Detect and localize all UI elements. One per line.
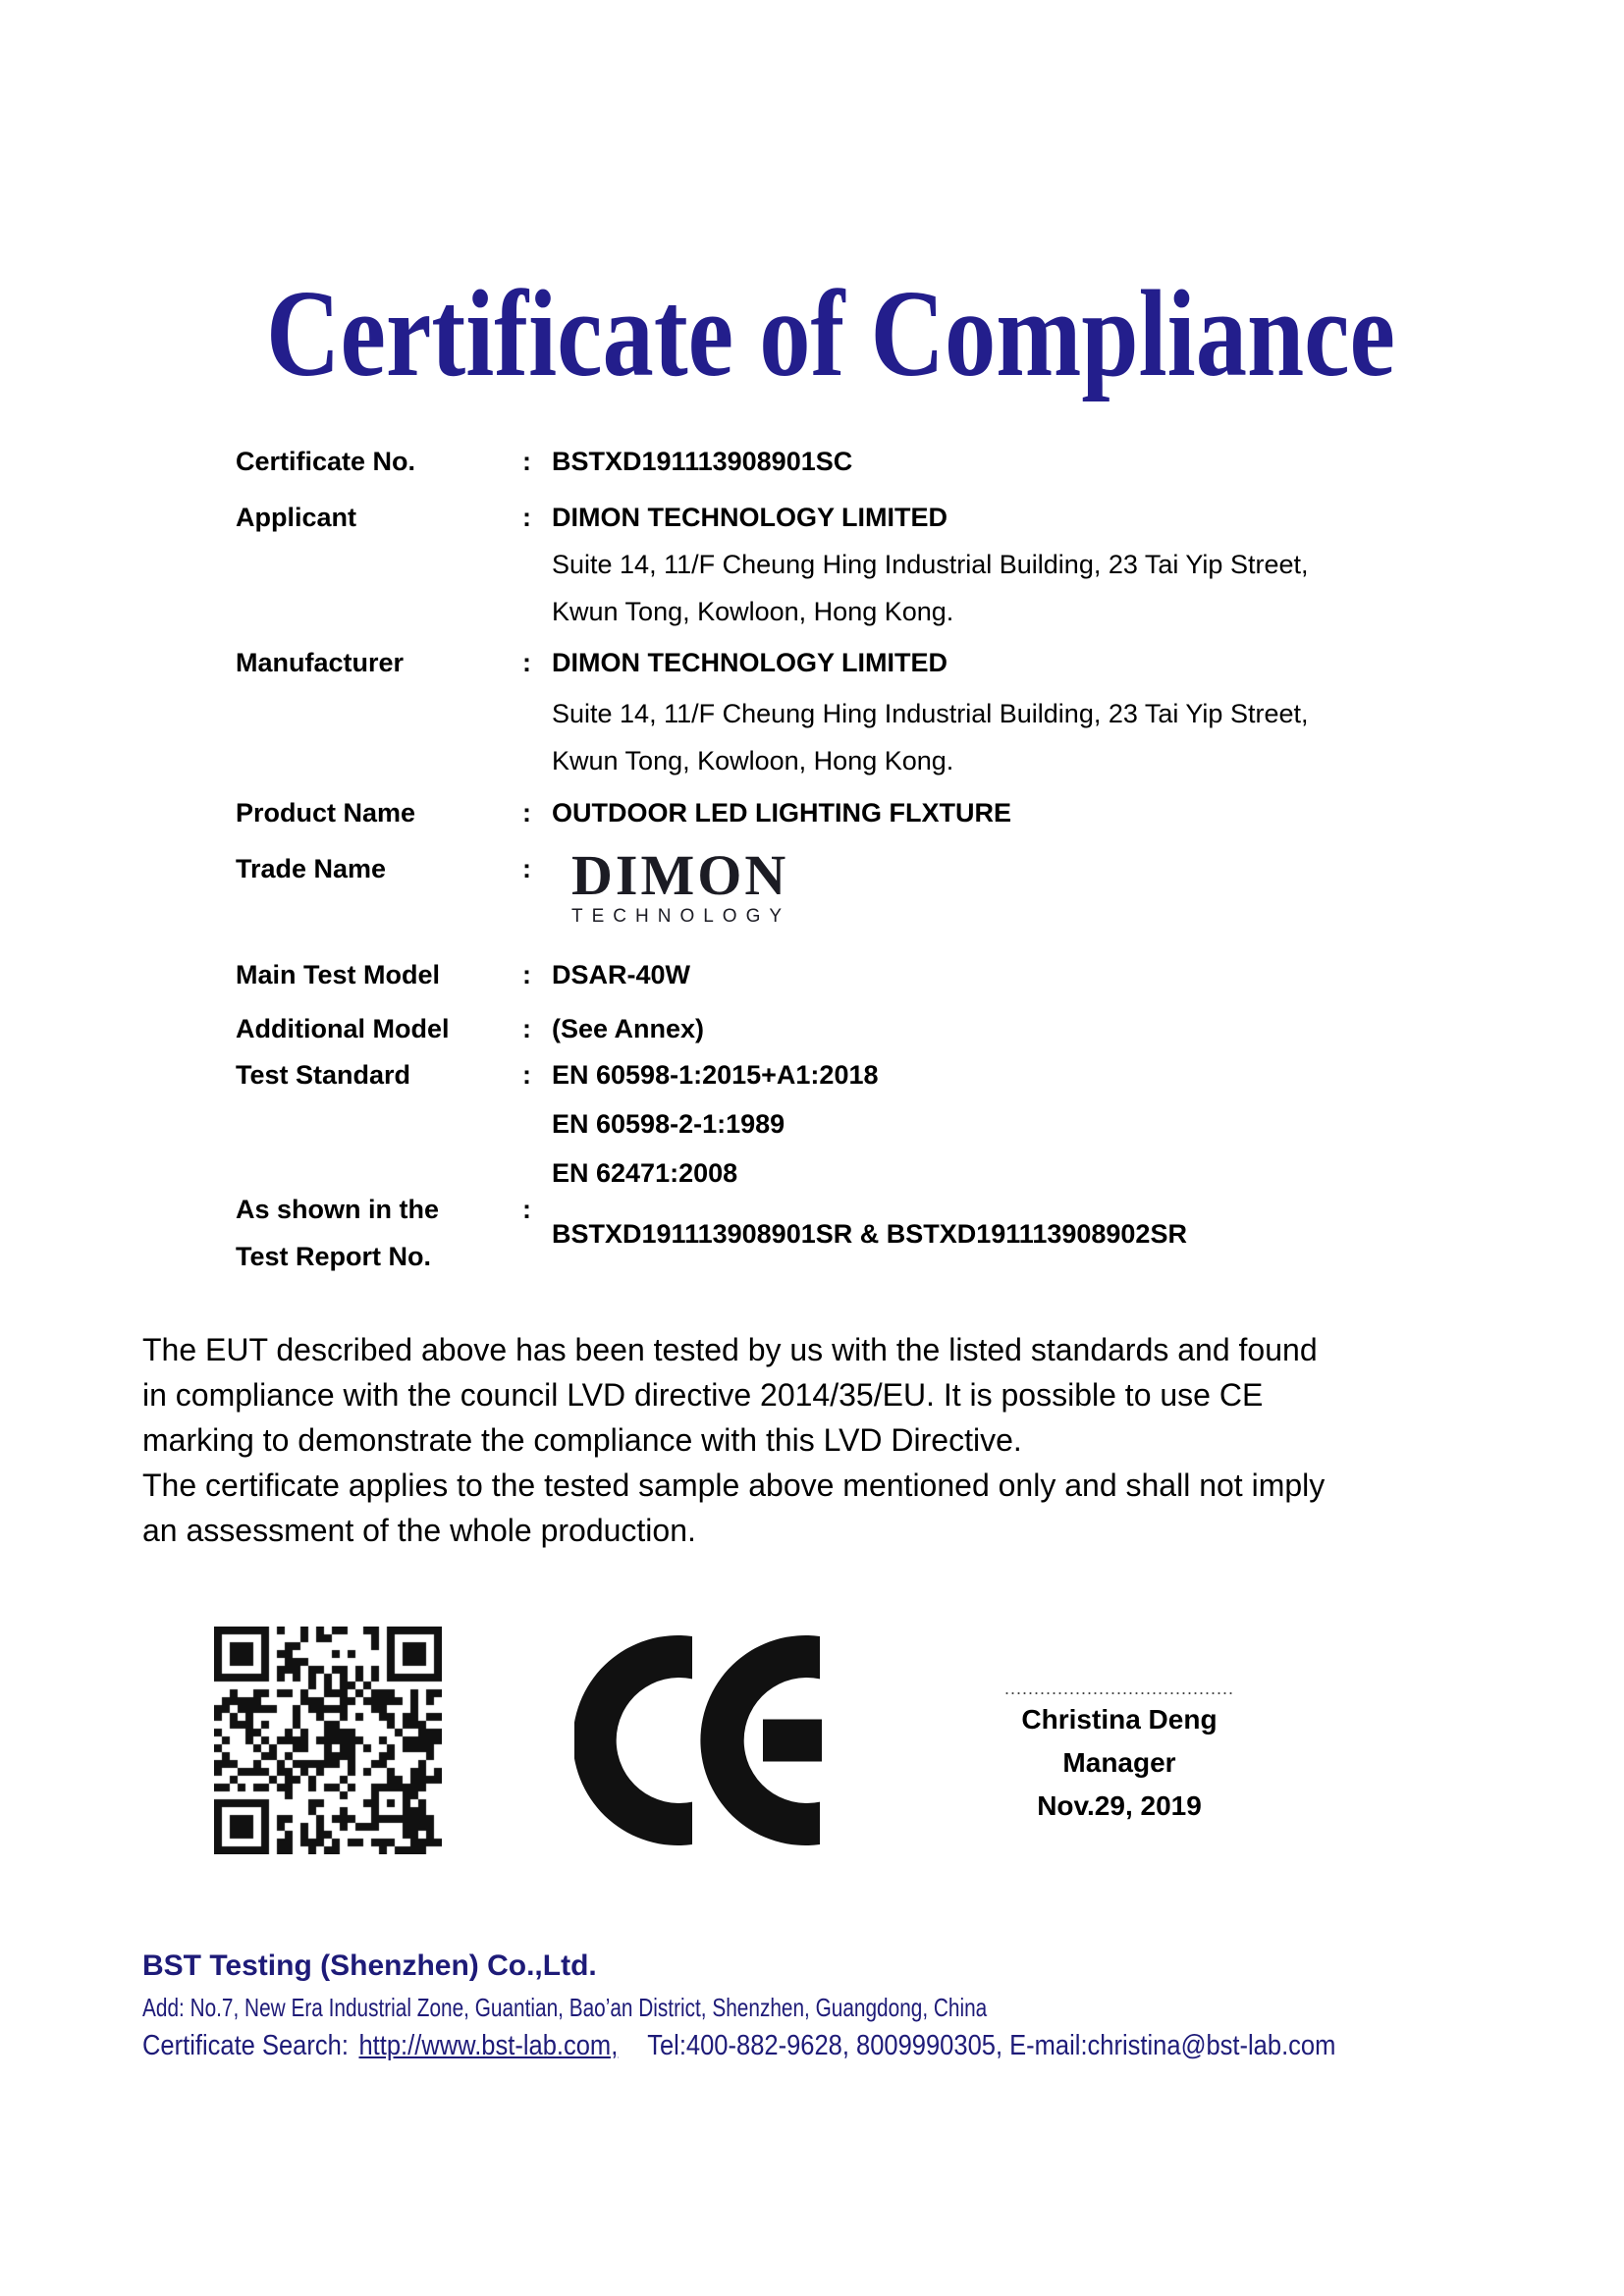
- test-standard-line2: EN 60598-2-1:1989: [552, 1109, 785, 1139]
- applicant-address-line1: Suite 14, 11/F Cheung Hing Industrial Building, 23 Tai Yip Street,: [552, 550, 1309, 579]
- field-label: Test Report No.: [236, 1242, 432, 1271]
- field-test-standard: [236, 1058, 879, 1092]
- statement-line: an assessment of the whole production.: [142, 1513, 696, 1548]
- test-report-value: BSTXD191113908901SR & BSTXD191113908902SR: [552, 1219, 1187, 1249]
- page-title: Certificate of Compliance: [266, 266, 1395, 402]
- field-main-test-model: [236, 958, 690, 991]
- colon: :: [522, 1014, 531, 1043]
- field-manufacturer: [236, 646, 947, 679]
- field-test-report-label2: [236, 1240, 522, 1273]
- statement-line: The certificate applies to the tested sample above mentioned only and shall not imply: [142, 1468, 1326, 1503]
- field-certificate-no: [236, 445, 852, 478]
- field-value: DSAR-40W: [552, 960, 691, 989]
- field-label: Product Name: [236, 798, 416, 828]
- field-label: Test Standard: [236, 1060, 411, 1090]
- compliance-statement: [142, 1327, 1325, 1553]
- field-product-name: [236, 796, 1011, 829]
- dimon-logo: [571, 843, 807, 927]
- field-value: OUTDOOR LED LIGHTING FLXTURE: [552, 798, 1011, 828]
- signature-date: Nov.29, 2019: [1037, 1790, 1202, 1821]
- certificate-search-line: [142, 2030, 1335, 2062]
- dimon-logo-wordmark: DIMON: [571, 843, 789, 907]
- statement-line: The EUT described above has been tested by us with the listed standards and found: [142, 1332, 1318, 1367]
- field-value: EN 60598-1:2015+A1:2018: [552, 1060, 879, 1090]
- colon: :: [522, 1195, 531, 1224]
- lab-address: Add: No.7, New Era Industrial Zone, Guantian, Bao’an District, Shenzhen, Guangdong, China: [142, 1993, 988, 2022]
- statement-line: marking to demonstrate the compliance with this LVD Directive.: [142, 1422, 1022, 1458]
- field-label: Additional Model: [236, 1014, 450, 1043]
- manufacturer-address-line1: Suite 14, 11/F Cheung Hing Industrial Building, 23 Tai Yip Street,: [552, 699, 1309, 728]
- field-label: Trade Name: [236, 854, 387, 883]
- lab-contact-info: Tel:400-882-9628, 8009990305, E-mail:christina@bst-lab.com: [647, 2030, 1336, 2061]
- ce-mark-icon: [574, 1634, 832, 1846]
- lab-website-link[interactable]: http://www.bst-lab.com,: [358, 2030, 619, 2061]
- field-trade-name: [236, 852, 552, 885]
- dimon-logo-subtitle: TECHNOLOGY: [571, 906, 791, 927]
- qr-code-icon: [214, 1627, 442, 1854]
- field-label: Main Test Model: [236, 960, 441, 989]
- signatory-role: Manager: [1062, 1747, 1176, 1778]
- colon: :: [522, 447, 531, 476]
- manufacturer-address-line2: Kwun Tong, Kowloon, Hong Kong.: [552, 746, 954, 775]
- field-label: Manufacturer: [236, 648, 405, 677]
- lab-company-name: BST Testing (Shenzhen) Co.,Ltd.: [142, 1949, 597, 1982]
- field-value: (See Annex): [552, 1014, 705, 1043]
- field-value: DIMON TECHNOLOGY LIMITED: [552, 503, 947, 532]
- certificate-search-label: Certificate Search:: [142, 2030, 349, 2061]
- field-value: DIMON TECHNOLOGY LIMITED: [552, 648, 947, 677]
- signature-block: [962, 1679, 1276, 1828]
- field-applicant: [236, 501, 947, 534]
- signature-dotted-line: .......................................: [1003, 1679, 1235, 1698]
- colon: :: [522, 798, 531, 828]
- statement-line: in compliance with the council LVD directive 2014/35/EU. It is possible to use CE: [142, 1377, 1264, 1413]
- applicant-address-line2: Kwun Tong, Kowloon, Hong Kong.: [552, 597, 954, 626]
- field-additional-model: [236, 1012, 704, 1045]
- colon: :: [522, 503, 531, 532]
- field-label: Applicant: [236, 503, 357, 532]
- colon: :: [522, 1060, 531, 1090]
- field-value: BSTXD191113908901SC: [552, 447, 853, 476]
- colon: :: [522, 960, 531, 989]
- field-label: As shown in the: [236, 1195, 440, 1224]
- field-test-report: [236, 1193, 552, 1226]
- colon: :: [522, 854, 531, 883]
- colon: :: [522, 648, 531, 677]
- field-label: Certificate No.: [236, 447, 416, 476]
- signatory-name: Christina Deng: [1021, 1704, 1218, 1735]
- test-standard-line3: EN 62471:2008: [552, 1158, 738, 1188]
